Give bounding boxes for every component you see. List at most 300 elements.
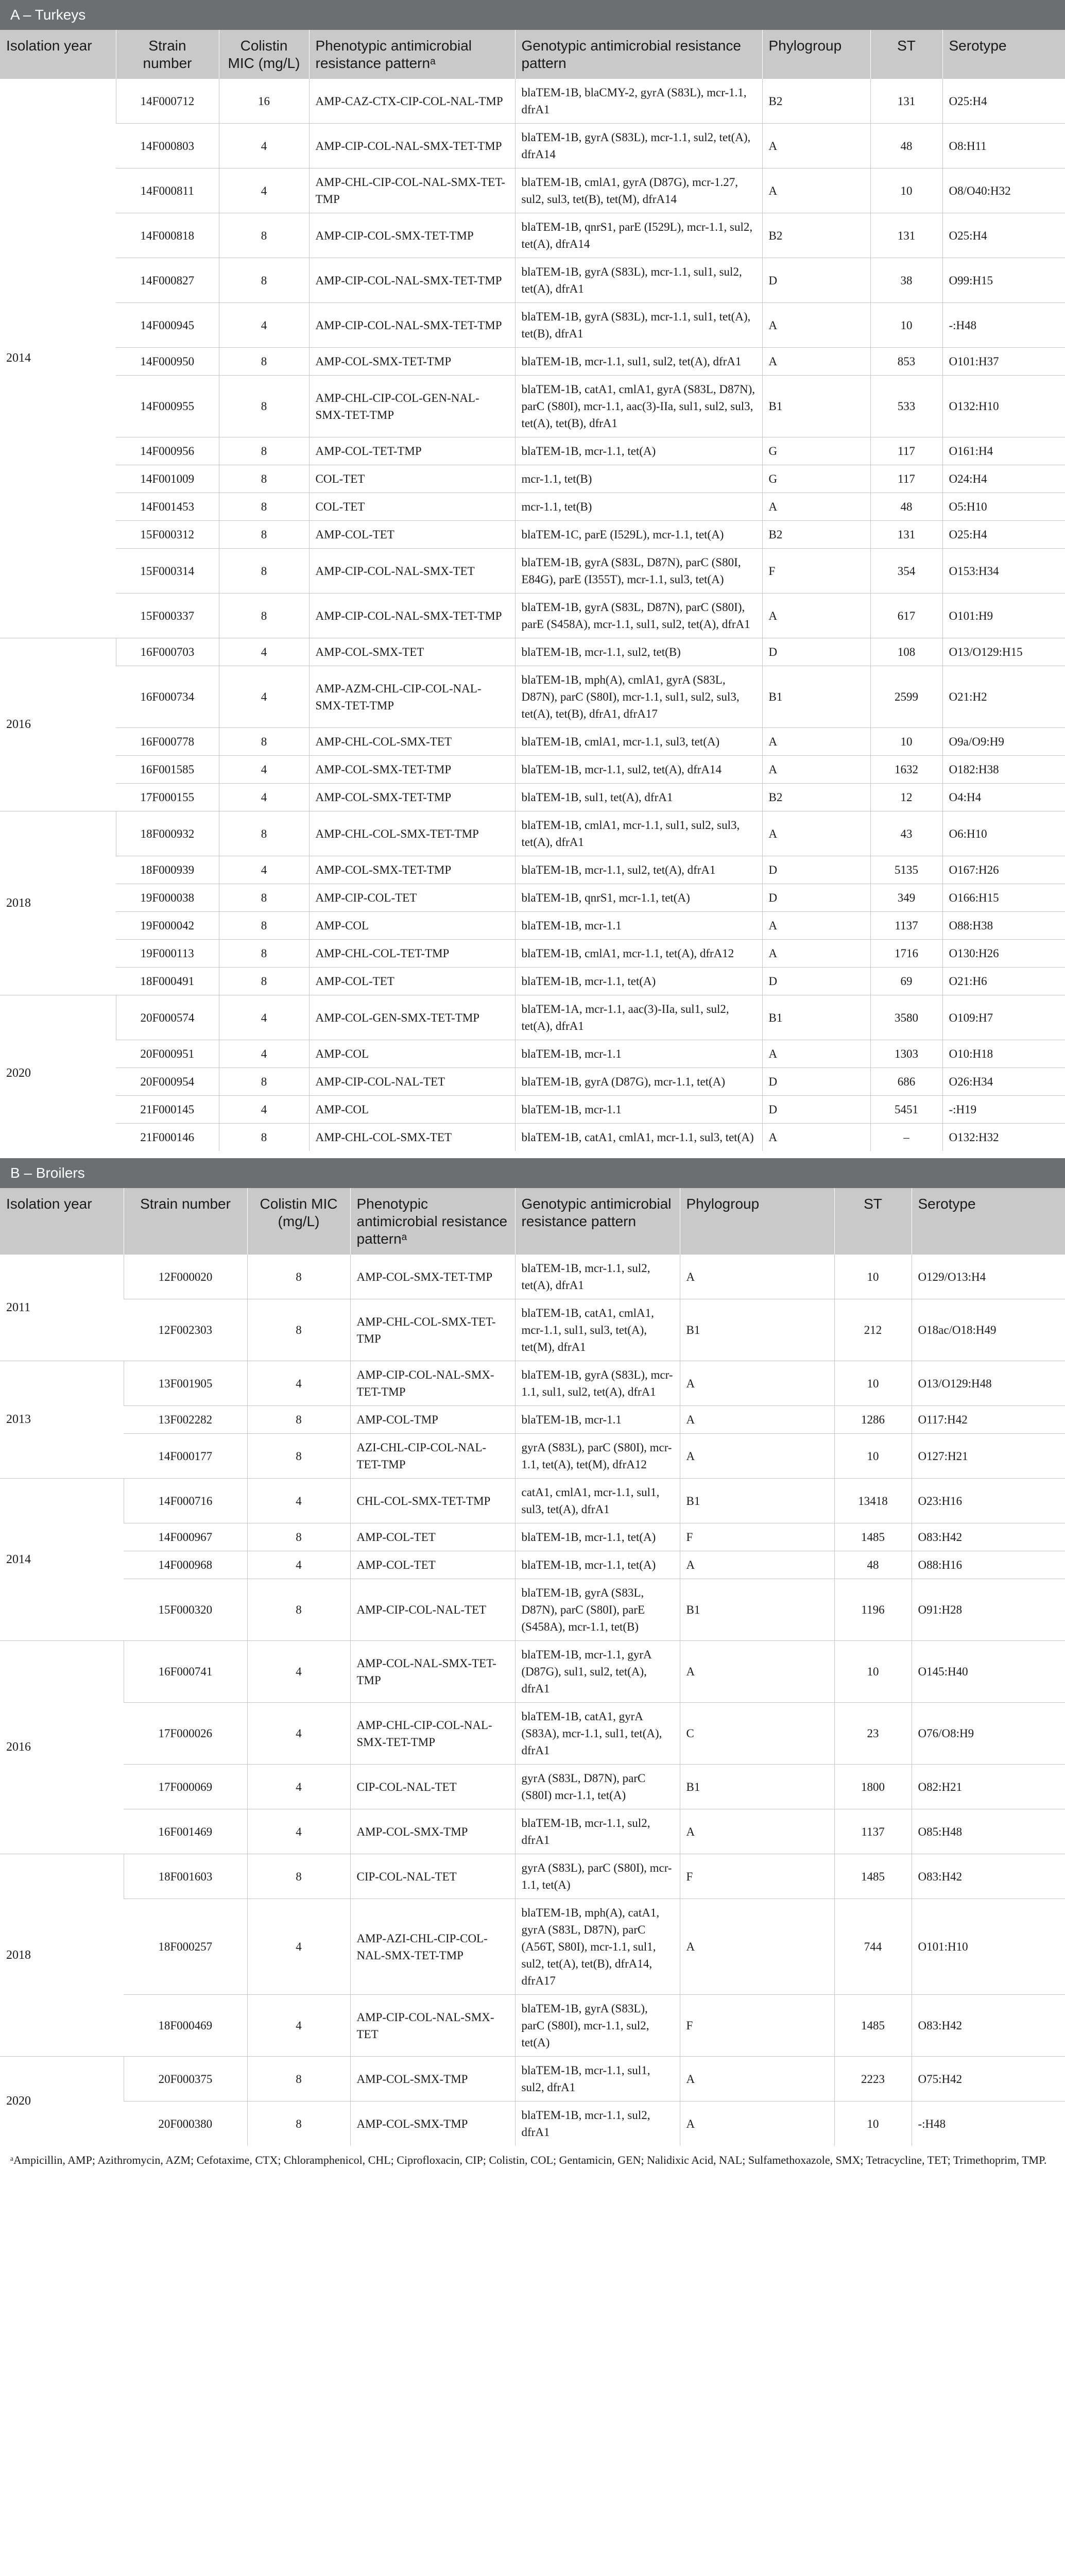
genotypic-pattern-cell: blaTEM-1B, mcr-1.1, gyrA (D87G), sul1, sul2, tet(A), dfrA1 [515, 1641, 680, 1703]
serotype-cell: O182:H38 [942, 756, 1065, 784]
phenotypic-pattern-cell: AMP-COL [309, 912, 515, 940]
genotypic-pattern-cell: mcr-1.1, tet(B) [515, 465, 762, 493]
serotype-cell: -:H48 [942, 303, 1065, 348]
serotype-cell: O83:H42 [912, 1523, 1065, 1551]
table-row [0, 940, 1065, 968]
phylogroup-cell: A [762, 1040, 870, 1068]
phenotypic-pattern-cell: AMP-CIP-COL-SMX-TET-TMP [309, 213, 515, 258]
isolation-year-cell: 2014 [0, 79, 116, 638]
table-row [0, 1124, 1065, 1151]
phylogroup-cell: C [680, 1703, 834, 1765]
genotypic-pattern-cell: blaTEM-1B, gyrA (S83L), mcr-1.1, sul1, sul2, tet(A), dfrA1 [515, 258, 762, 303]
section-title-turkeys: A – Turkeys [0, 0, 1065, 30]
serotype-cell: O21:H6 [942, 968, 1065, 995]
colistin-mic-cell: 8 [219, 549, 309, 594]
header-phenotypic-pattern: Phenotypic antimicrobial resistance patternᵃ [350, 1188, 515, 1255]
table-row [0, 303, 1065, 348]
st-cell: 1137 [834, 1809, 912, 1854]
phylogroup-cell: A [762, 168, 870, 213]
serotype-cell: O127:H21 [912, 1434, 1065, 1479]
header-st: ST [834, 1188, 912, 1255]
genotypic-pattern-cell: blaTEM-1B, mcr-1.1, sul1, sul2, dfrA1 [515, 2057, 680, 2102]
header-phylogroup: Phylogroup [762, 30, 870, 79]
genotypic-pattern-cell: blaTEM-1B, mcr-1.1, tet(A) [515, 1551, 680, 1579]
st-cell: 533 [870, 376, 942, 437]
strain-number-cell: 15F000337 [116, 594, 219, 638]
colistin-mic-cell: 8 [219, 493, 309, 521]
serotype-cell: O85:H48 [912, 1809, 1065, 1854]
phylogroup-cell: A [762, 728, 870, 756]
table-row [0, 1899, 1065, 1995]
table-row [0, 2102, 1065, 2146]
colistin-mic-cell: 8 [219, 437, 309, 465]
table-row [0, 1068, 1065, 1096]
colistin-mic-cell: 8 [219, 258, 309, 303]
phylogroup-cell: A [762, 348, 870, 376]
phenotypic-pattern-cell: AMP-CIP-COL-NAL-SMX-TET [309, 549, 515, 594]
broilers-table [0, 1188, 1065, 2146]
phenotypic-pattern-cell: AMP-COL-SMX-TET [309, 638, 515, 666]
strain-number-cell: 13F001905 [124, 1361, 247, 1406]
colistin-mic-cell: 8 [219, 968, 309, 995]
genotypic-pattern-cell: blaTEM-1B, qnrS1, parE (I529L), mcr-1.1, sul2, tet(A), dfrA14 [515, 213, 762, 258]
phenotypic-pattern-cell: AMP-CHL-CIP-COL-NAL-SMX-TET-TMP [309, 168, 515, 213]
genotypic-pattern-cell: gyrA (S83L, D87N), parC (S80I) mcr-1.1, tet(A) [515, 1765, 680, 1809]
genotypic-pattern-cell: blaTEM-1B, mcr-1.1, tet(A) [515, 437, 762, 465]
table-row [0, 79, 1065, 124]
phenotypic-pattern-cell: AMP-CIP-COL-NAL-SMX-TET-TMP [309, 258, 515, 303]
phenotypic-pattern-cell: AMP-COL-TET [350, 1551, 515, 1579]
table-row [0, 856, 1065, 884]
st-cell: 69 [870, 968, 942, 995]
strain-number-cell: 18F000939 [116, 856, 219, 884]
phylogroup-cell: D [762, 884, 870, 912]
serotype-cell: O109:H7 [942, 995, 1065, 1040]
serotype-cell: -:H48 [912, 2102, 1065, 2146]
strain-number-cell: 14F000716 [124, 1479, 247, 1523]
st-cell: 12 [870, 784, 942, 811]
st-cell: 48 [834, 1551, 912, 1579]
strain-number-cell: 16F000734 [116, 666, 219, 728]
genotypic-pattern-cell: blaTEM-1B, catA1, gyrA (S83A), mcr-1.1, sul1, tet(A), dfrA1 [515, 1703, 680, 1765]
phenotypic-pattern-cell: AMP-COL-NAL-SMX-TET-TMP [350, 1641, 515, 1703]
st-cell: 131 [870, 79, 942, 124]
phylogroup-cell: A [680, 1899, 834, 1995]
colistin-mic-cell: 4 [247, 1765, 350, 1809]
strain-number-cell: 20F000951 [116, 1040, 219, 1068]
section-turkeys [0, 0, 1065, 1151]
strain-number-cell: 14F000955 [116, 376, 219, 437]
table-footnote: ᵃAmpicillin, AMP; Azithromycin, AZM; Cefotaxime, CTX; Chloramphenicol, CHL; Ciprofloxacin, CIP; Colistin, COL; Gentamicin, GEN; Nalidixic Acid, NAL; Sulfamethoxazole, SMX; Tetracycline, TET; Trimethoprim, TMP. [10, 2154, 1047, 2166]
table-row [0, 1995, 1065, 2057]
serotype-cell: O13/O129:H15 [942, 638, 1065, 666]
phenotypic-pattern-cell: AMP-CAZ-CTX-CIP-COL-NAL-TMP [309, 79, 515, 124]
genotypic-pattern-cell: blaTEM-1B, mcr-1.1, sul2, tet(A), dfrA1 [515, 856, 762, 884]
header-isolation-year: Isolation year [0, 30, 116, 79]
colistin-mic-cell: 4 [219, 303, 309, 348]
phylogroup-cell: A [680, 1255, 834, 1299]
colistin-mic-cell: 4 [219, 756, 309, 784]
table-row [0, 348, 1065, 376]
st-cell: 1485 [834, 1854, 912, 1899]
phenotypic-pattern-cell: AMP-COL-TMP [350, 1406, 515, 1434]
strain-number-cell: 17F000155 [116, 784, 219, 811]
colistin-mic-cell: 8 [219, 1124, 309, 1151]
phylogroup-cell: A [762, 303, 870, 348]
header-isolation-year: Isolation year [0, 1188, 124, 1255]
serotype-cell: O24:H4 [942, 465, 1065, 493]
genotypic-pattern-cell: blaTEM-1B, gyrA (S83L), mcr-1.1, sul1, sul2, tet(A), dfrA1 [515, 1361, 680, 1406]
colistin-mic-cell: 4 [219, 124, 309, 168]
isolation-year-cell: 2011 [0, 1255, 124, 1361]
colistin-mic-cell: 8 [247, 2057, 350, 2102]
table-row [0, 213, 1065, 258]
strain-number-cell: 16F001469 [124, 1809, 247, 1854]
colistin-mic-cell: 8 [247, 1255, 350, 1299]
genotypic-pattern-cell: blaTEM-1B, catA1, cmlA1, gyrA (S83L, D87N), parC (S80I), mcr-1.1, aac(3)-IIa, sul1, sul2, sul3, tet(A), tet(B), dfrA1 [515, 376, 762, 437]
colistin-mic-cell: 4 [247, 1703, 350, 1765]
genotypic-pattern-cell: gyrA (S83L), parC (S80I), mcr-1.1, tet(A), tet(M), dfrA12 [515, 1434, 680, 1479]
strain-number-cell: 21F000145 [116, 1096, 219, 1124]
header-genotypic-pattern: Genotypic antimicrobial resistance pattern [515, 30, 762, 79]
serotype-cell: O25:H4 [942, 213, 1065, 258]
table-row [0, 594, 1065, 638]
genotypic-pattern-cell: blaTEM-1B, mph(A), cmlA1, gyrA (S83L, D87N), parC (S80I), mcr-1.1, sul1, sul2, sul3, tet(A), tet(B), dfrA1, dfrA17 [515, 666, 762, 728]
serotype-cell: O6:H10 [942, 811, 1065, 856]
phenotypic-pattern-cell: COL-TET [309, 493, 515, 521]
colistin-mic-cell: 4 [219, 638, 309, 666]
table-row [0, 376, 1065, 437]
phenotypic-pattern-cell: CIP-COL-NAL-TET [350, 1765, 515, 1809]
phylogroup-cell: A [680, 1641, 834, 1703]
table-row [0, 1703, 1065, 1765]
isolation-year-cell: 2014 [0, 1479, 124, 1641]
serotype-cell: -:H19 [942, 1096, 1065, 1124]
table-row [0, 465, 1065, 493]
table-row [0, 1765, 1065, 1809]
genotypic-pattern-cell: blaTEM-1B, mcr-1.1, sul2, dfrA1 [515, 1809, 680, 1854]
st-cell: 212 [834, 1299, 912, 1361]
phylogroup-cell: G [762, 437, 870, 465]
table-row [0, 884, 1065, 912]
strain-number-cell: 14F000818 [116, 213, 219, 258]
strain-number-cell: 14F000945 [116, 303, 219, 348]
phylogroup-cell: A [762, 1124, 870, 1151]
colistin-mic-cell: 8 [219, 213, 309, 258]
st-cell: 354 [870, 549, 942, 594]
phenotypic-pattern-cell: AMP-COL [309, 1040, 515, 1068]
isolation-year-cell: 2020 [0, 995, 116, 1151]
strain-number-cell: 20F000574 [116, 995, 219, 1040]
colistin-mic-cell: 8 [219, 728, 309, 756]
st-cell: 131 [870, 521, 942, 549]
phenotypic-pattern-cell: AMP-COL-TET-TMP [309, 437, 515, 465]
colistin-mic-cell: 4 [219, 1040, 309, 1068]
phenotypic-pattern-cell: AMP-CIP-COL-NAL-TET [350, 1579, 515, 1641]
table-row [0, 1434, 1065, 1479]
st-cell: 349 [870, 884, 942, 912]
phenotypic-pattern-cell: AMP-CHL-COL-SMX-TET [309, 1124, 515, 1151]
phylogroup-cell: A [762, 594, 870, 638]
st-cell: 43 [870, 811, 942, 856]
genotypic-pattern-cell: blaTEM-1B, cmlA1, mcr-1.1, sul1, sul2, sul3, tet(A), dfrA1 [515, 811, 762, 856]
phylogroup-cell: D [762, 1096, 870, 1124]
phylogroup-cell: B1 [680, 1579, 834, 1641]
genotypic-pattern-cell: mcr-1.1, tet(B) [515, 493, 762, 521]
isolation-year-cell: 2013 [0, 1361, 124, 1479]
phenotypic-pattern-cell: AMP-CHL-COL-SMX-TET [309, 728, 515, 756]
colistin-mic-cell: 8 [247, 1523, 350, 1551]
phylogroup-cell: D [762, 638, 870, 666]
table-row [0, 1040, 1065, 1068]
colistin-mic-cell: 8 [219, 465, 309, 493]
phylogroup-cell: A [680, 1551, 834, 1579]
phylogroup-cell: D [762, 968, 870, 995]
phylogroup-cell: A [680, 1809, 834, 1854]
colistin-mic-cell: 4 [247, 1361, 350, 1406]
header-genotypic-pattern: Genotypic antimicrobial resistance pattern [515, 1188, 680, 1255]
st-cell: 1286 [834, 1406, 912, 1434]
phenotypic-pattern-cell: AMP-CHL-COL-SMX-TET-TMP [309, 811, 515, 856]
phylogroup-cell: F [680, 1854, 834, 1899]
header-st: ST [870, 30, 942, 79]
strain-number-cell: 19F000113 [116, 940, 219, 968]
st-cell: 13418 [834, 1479, 912, 1523]
phylogroup-cell: B1 [762, 376, 870, 437]
serotype-cell: O153:H34 [942, 549, 1065, 594]
genotypic-pattern-cell: blaTEM-1B, mcr-1.1, sul1, sul2, tet(A), dfrA1 [515, 348, 762, 376]
genotypic-pattern-cell: blaTEM-1B, mcr-1.1 [515, 1040, 762, 1068]
genotypic-pattern-cell: blaTEM-1B, cmlA1, gyrA (D87G), mcr-1.27, sul2, sul3, tet(B), tet(M), dfrA14 [515, 168, 762, 213]
table-row [0, 1579, 1065, 1641]
header-serotype: Serotype [912, 1188, 1065, 1255]
st-cell: 10 [870, 168, 942, 213]
strain-number-cell: 16F001585 [116, 756, 219, 784]
genotypic-pattern-cell: blaTEM-1B, mcr-1.1 [515, 1406, 680, 1434]
table-row [0, 1523, 1065, 1551]
st-cell: 131 [870, 213, 942, 258]
table-row [0, 1096, 1065, 1124]
st-cell: 23 [834, 1703, 912, 1765]
phenotypic-pattern-cell: AMP-CIP-COL-NAL-SMX-TET-TMP [309, 124, 515, 168]
serotype-cell: O161:H4 [942, 437, 1065, 465]
table-row [0, 168, 1065, 213]
phenotypic-pattern-cell: AMP-CIP-COL-TET [309, 884, 515, 912]
phenotypic-pattern-cell: CIP-COL-NAL-TET [350, 1854, 515, 1899]
st-cell: 117 [870, 437, 942, 465]
strain-number-cell: 18F001603 [124, 1854, 247, 1899]
phylogroup-cell: D [762, 1068, 870, 1096]
colistin-mic-cell: 4 [247, 1641, 350, 1703]
serotype-cell: O5:H10 [942, 493, 1065, 521]
strain-number-cell: 14F001009 [116, 465, 219, 493]
genotypic-pattern-cell: blaTEM-1B, catA1, cmlA1, mcr-1.1, sul3, tet(A) [515, 1124, 762, 1151]
strain-number-cell: 14F000950 [116, 348, 219, 376]
table-row [0, 493, 1065, 521]
strain-number-cell: 14F000968 [124, 1551, 247, 1579]
serotype-cell: O167:H26 [942, 856, 1065, 884]
serotype-cell: O166:H15 [942, 884, 1065, 912]
serotype-cell: O99:H15 [942, 258, 1065, 303]
table-row [0, 968, 1065, 995]
st-cell: 1485 [834, 1523, 912, 1551]
st-cell: 48 [870, 124, 942, 168]
colistin-mic-cell: 8 [219, 376, 309, 437]
phenotypic-pattern-cell: AMP-CHL-COL-TET-TMP [309, 940, 515, 968]
serotype-cell: O21:H2 [942, 666, 1065, 728]
serotype-cell: O83:H42 [912, 1854, 1065, 1899]
st-cell: 686 [870, 1068, 942, 1096]
table-row [0, 521, 1065, 549]
table-row [0, 1361, 1065, 1406]
strain-number-cell: 13F002282 [124, 1406, 247, 1434]
strain-number-cell: 14F000827 [116, 258, 219, 303]
genotypic-pattern-cell: blaTEM-1B, mcr-1.1 [515, 1096, 762, 1124]
serotype-cell: O101:H10 [912, 1899, 1065, 1995]
st-cell: 1632 [870, 756, 942, 784]
strain-number-cell: 19F000038 [116, 884, 219, 912]
serotype-cell: O88:H16 [912, 1551, 1065, 1579]
colistin-mic-cell: 8 [219, 1068, 309, 1096]
serotype-cell: O88:H38 [942, 912, 1065, 940]
strain-number-cell: 14F000803 [116, 124, 219, 168]
st-cell: 5451 [870, 1096, 942, 1124]
phylogroup-cell: F [680, 1995, 834, 2057]
table-row [0, 437, 1065, 465]
genotypic-pattern-cell: blaTEM-1B, gyrA (S83L), parC (S80I), mcr-1.1, sul2, tet(A) [515, 1995, 680, 2057]
phylogroup-cell: A [762, 811, 870, 856]
strain-number-cell: 14F000956 [116, 437, 219, 465]
table-row [0, 1854, 1065, 1899]
strain-number-cell: 20F000954 [116, 1068, 219, 1096]
genotypic-pattern-cell: blaTEM-1B, cmlA1, mcr-1.1, sul3, tet(A) [515, 728, 762, 756]
header-colistin-mic: Colistin MIC (mg/L) [219, 30, 309, 79]
genotypic-pattern-cell: blaTEM-1C, parE (I529L), mcr-1.1, tet(A) [515, 521, 762, 549]
colistin-mic-cell: 4 [219, 856, 309, 884]
phenotypic-pattern-cell: AMP-COL-SMX-TET-TMP [309, 784, 515, 811]
phenotypic-pattern-cell: AMP-COL-SMX-TMP [350, 1809, 515, 1854]
table-row [0, 1406, 1065, 1434]
genotypic-pattern-cell: blaTEM-1B, gyrA (S83L), mcr-1.1, sul1, tet(A), tet(B), dfrA1 [515, 303, 762, 348]
genotypic-pattern-cell: blaTEM-1B, sul1, tet(A), dfrA1 [515, 784, 762, 811]
phylogroup-cell: A [762, 940, 870, 968]
isolation-year-cell: 2016 [0, 1641, 124, 1854]
phenotypic-pattern-cell: AMP-COL-SMX-TET-TMP [350, 1255, 515, 1299]
serotype-cell: O13/O129:H48 [912, 1361, 1065, 1406]
serotype-cell: O23:H16 [912, 1479, 1065, 1523]
phenotypic-pattern-cell: AZI-CHL-CIP-COL-NAL-TET-TMP [350, 1434, 515, 1479]
genotypic-pattern-cell: blaTEM-1B, qnrS1, mcr-1.1, tet(A) [515, 884, 762, 912]
phylogroup-cell: A [680, 2057, 834, 2102]
strain-number-cell: 14F000712 [116, 79, 219, 124]
table-row [0, 756, 1065, 784]
phenotypic-pattern-cell: AMP-COL-SMX-TMP [350, 2102, 515, 2146]
st-cell: 108 [870, 638, 942, 666]
colistin-mic-cell: 4 [247, 1551, 350, 1579]
st-cell: 10 [870, 728, 942, 756]
st-cell: – [870, 1124, 942, 1151]
colistin-mic-cell: 4 [247, 1809, 350, 1854]
phylogroup-cell: D [762, 856, 870, 884]
genotypic-pattern-cell: blaTEM-1B, cmlA1, mcr-1.1, tet(A), dfrA12 [515, 940, 762, 968]
colistin-mic-cell: 8 [219, 521, 309, 549]
phylogroup-cell: F [762, 549, 870, 594]
phenotypic-pattern-cell: AMP-COL-SMX-TET-TMP [309, 756, 515, 784]
phylogroup-cell: A [762, 912, 870, 940]
phylogroup-cell: B1 [680, 1765, 834, 1809]
colistin-mic-cell: 8 [247, 2102, 350, 2146]
colistin-mic-cell: 8 [219, 594, 309, 638]
colistin-mic-cell: 4 [247, 1479, 350, 1523]
strain-number-cell: 21F000146 [116, 1124, 219, 1151]
serotype-cell: O26:H34 [942, 1068, 1065, 1096]
colistin-mic-cell: 8 [247, 1299, 350, 1361]
colistin-mic-cell: 4 [219, 168, 309, 213]
phenotypic-pattern-cell: AMP-CIP-COL-NAL-SMX-TET-TMP [350, 1361, 515, 1406]
genotypic-pattern-cell: blaTEM-1B, mcr-1.1, tet(A) [515, 968, 762, 995]
serotype-cell: O82:H21 [912, 1765, 1065, 1809]
header-row [0, 1188, 1065, 1255]
phenotypic-pattern-cell: CHL-COL-SMX-TET-TMP [350, 1479, 515, 1523]
genotypic-pattern-cell: blaTEM-1B, gyrA (S83L, D87N), parC (S80I, E84G), parE (I355T), mcr-1.1, sul3, tet(A) [515, 549, 762, 594]
strain-number-cell: 16F000741 [124, 1641, 247, 1703]
phenotypic-pattern-cell: AMP-CIP-COL-NAL-SMX-TET-TMP [309, 303, 515, 348]
serotype-cell: O8:H11 [942, 124, 1065, 168]
table-row [0, 995, 1065, 1040]
phenotypic-pattern-cell: AMP-COL-SMX-TET-TMP [309, 856, 515, 884]
turkeys-table-body [0, 79, 1065, 1151]
phenotypic-pattern-cell: AMP-COL-GEN-SMX-TET-TMP [309, 995, 515, 1040]
serotype-cell: O75:H42 [912, 2057, 1065, 2102]
colistin-mic-cell: 4 [247, 1995, 350, 2057]
isolation-year-cell: 2020 [0, 2057, 124, 2146]
st-cell: 853 [870, 348, 942, 376]
st-cell: 10 [834, 1255, 912, 1299]
broilers-table-header [0, 1188, 1065, 1255]
strain-number-cell: 18F000491 [116, 968, 219, 995]
serotype-cell: O129/O13:H4 [912, 1255, 1065, 1299]
colistin-mic-cell: 8 [219, 811, 309, 856]
phylogroup-cell: F [680, 1523, 834, 1551]
phenotypic-pattern-cell: COL-TET [309, 465, 515, 493]
phylogroup-cell: D [762, 258, 870, 303]
st-cell: 3580 [870, 995, 942, 1040]
serotype-cell: O101:H37 [942, 348, 1065, 376]
phylogroup-cell: A [680, 1361, 834, 1406]
genotypic-pattern-cell: blaTEM-1B, mcr-1.1, sul2, tet(A), dfrA1 [515, 1255, 680, 1299]
strain-number-cell: 18F000257 [124, 1899, 247, 1995]
st-cell: 10 [834, 1361, 912, 1406]
phylogroup-cell: A [680, 1434, 834, 1479]
strain-number-cell: 16F000703 [116, 638, 219, 666]
st-cell: 2223 [834, 2057, 912, 2102]
phylogroup-cell: B1 [762, 995, 870, 1040]
table-row [0, 728, 1065, 756]
colistin-mic-cell: 8 [247, 1854, 350, 1899]
phylogroup-cell: A [762, 124, 870, 168]
table-row [0, 784, 1065, 811]
phylogroup-cell: B2 [762, 521, 870, 549]
serotype-cell: O25:H4 [942, 521, 1065, 549]
strain-number-cell: 17F000026 [124, 1703, 247, 1765]
colistin-mic-cell: 8 [219, 348, 309, 376]
genotypic-pattern-cell: blaTEM-1B, mcr-1.1 [515, 912, 762, 940]
genotypic-pattern-cell: blaTEM-1B, catA1, cmlA1, mcr-1.1, sul1, sul3, tet(A), tet(M), dfrA1 [515, 1299, 680, 1361]
phenotypic-pattern-cell: AMP-CHL-COL-SMX-TET-TMP [350, 1299, 515, 1361]
colistin-mic-cell: 4 [219, 784, 309, 811]
table-row [0, 666, 1065, 728]
st-cell: 1196 [834, 1579, 912, 1641]
